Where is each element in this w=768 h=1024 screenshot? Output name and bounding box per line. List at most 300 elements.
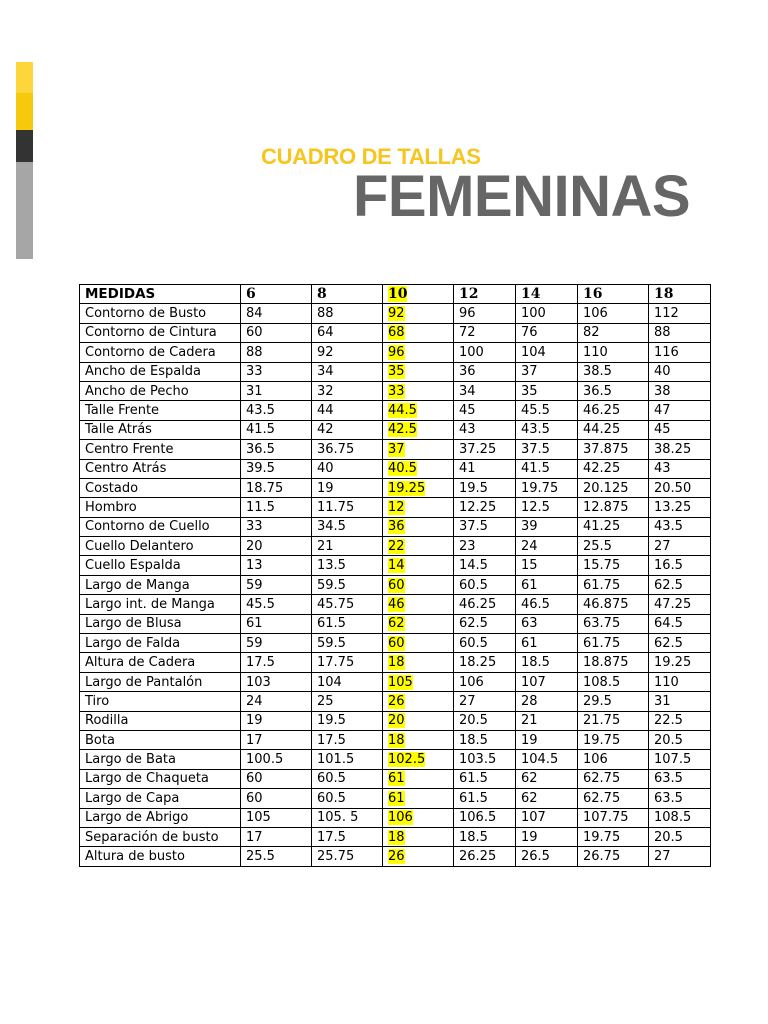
measure-value: 33: [388, 383, 405, 399]
header-text: 14: [521, 285, 541, 302]
tbl_cell: [578, 517, 649, 536]
tbl_row: [80, 401, 711, 420]
tbl_cell: [516, 362, 578, 381]
measure-value: 60.5: [317, 790, 346, 806]
measure-value: 19.5: [459, 480, 488, 496]
measure-value: 18.875: [583, 655, 629, 671]
measure-value: 46.25: [459, 596, 497, 612]
tbl_cell: [649, 362, 711, 381]
tbl_cell: [516, 653, 578, 672]
measure-value: 42.5: [388, 422, 417, 438]
size-chart-table: [79, 284, 711, 867]
tbl_cell: [383, 575, 454, 594]
tbl_cell: [80, 323, 241, 342]
tbl_row: [80, 750, 711, 769]
tbl_cell: [516, 478, 578, 497]
tbl_cell: [241, 537, 312, 556]
tbl_cell: [383, 517, 454, 536]
tbl_cell: [383, 730, 454, 749]
measure-value: 108.5: [583, 674, 621, 690]
measure-value: 20: [246, 538, 263, 554]
measure-value: 72: [459, 325, 476, 341]
tbl_cell: [649, 808, 711, 827]
column-header-size: [383, 285, 454, 304]
tbl_cell: [80, 827, 241, 846]
tbl_cell: [241, 498, 312, 517]
tbl_cell: [383, 323, 454, 342]
measure-value: 46.25: [583, 403, 621, 419]
tbl_cell: [578, 653, 649, 672]
tbl_cell: [383, 789, 454, 808]
measure-value: 45.5: [246, 596, 275, 612]
tbl_cell: [578, 381, 649, 400]
measure-label: Talle Frente: [85, 403, 160, 419]
tbl_cell: [649, 827, 711, 846]
tbl_cell: [649, 672, 711, 691]
header-text: 16: [583, 285, 603, 302]
measure-value: 28: [521, 693, 538, 709]
measure-value: 32: [317, 383, 334, 399]
measure-value: 60.5: [459, 577, 488, 593]
tbl_cell: [383, 692, 454, 711]
measure-value: 34.5: [317, 519, 346, 535]
tbl_cell: [80, 595, 241, 614]
header-text: 12: [459, 285, 479, 302]
tbl_cell: [241, 847, 312, 866]
column-header-size: [312, 285, 383, 304]
tbl_cell: [241, 730, 312, 749]
tbl_row: [80, 304, 711, 323]
tbl_cell: [312, 692, 383, 711]
tbl_cell: [578, 401, 649, 420]
tbl_cell: [516, 595, 578, 614]
tbl_cell: [312, 595, 383, 614]
tbl_cell: [516, 440, 578, 459]
tbl_cell: [454, 672, 516, 691]
measure-value: 41: [459, 461, 476, 477]
tbl_cell: [241, 827, 312, 846]
measure-value: 61: [521, 635, 538, 651]
tbl_cell: [578, 304, 649, 323]
measure-value: 19: [521, 732, 538, 748]
tbl_cell: [312, 498, 383, 517]
tbl_cell: [241, 323, 312, 342]
tbl_cell: [383, 634, 454, 653]
tbl_cell: [516, 827, 578, 846]
tbl_cell: [80, 517, 241, 536]
measure-label: Largo int. de Manga: [85, 596, 215, 612]
measure-value: 105: [246, 810, 271, 826]
measure-value: 25.5: [583, 538, 612, 554]
tbl_cell: [454, 362, 516, 381]
measure-value: 106: [583, 752, 608, 768]
measure-label: Costado: [85, 480, 139, 496]
measure-value: 107: [521, 674, 546, 690]
measure-value: 11.5: [246, 499, 275, 515]
measure-value: 19.75: [583, 732, 621, 748]
measure-value: 92: [317, 344, 334, 360]
tbl_cell: [383, 362, 454, 381]
measure-value: 36: [459, 364, 476, 380]
tbl_cell: [80, 847, 241, 866]
measure-value: 43: [654, 461, 671, 477]
tbl_cell: [80, 653, 241, 672]
tbl_cell: [312, 362, 383, 381]
tbl_cell: [454, 517, 516, 536]
tbl_cell: [312, 808, 383, 827]
measure-value: 60.5: [317, 771, 346, 787]
measure-value: 112: [654, 306, 679, 322]
tbl_cell: [578, 556, 649, 575]
tbl_cell: [516, 634, 578, 653]
measure-value: 43.5: [654, 519, 683, 535]
measure-value: 59.5: [317, 635, 346, 651]
measure-value: 21: [317, 538, 334, 554]
measure-value: 19.25: [388, 480, 426, 496]
measure-value: 31: [246, 383, 263, 399]
column-header-measures: [80, 285, 241, 304]
tbl_cell: [241, 556, 312, 575]
tbl_cell: [516, 730, 578, 749]
measure-value: 61.5: [459, 790, 488, 806]
measure-value: 31: [654, 693, 671, 709]
measure-value: 37.875: [583, 441, 629, 457]
tbl_row: [80, 420, 711, 439]
measure-value: 62: [521, 771, 538, 787]
measure-value: 45.75: [317, 596, 355, 612]
measure-value: 40.5: [388, 461, 417, 477]
measure-value: 46.5: [521, 596, 550, 612]
tbl_cell: [241, 808, 312, 827]
tbl_row: [80, 537, 711, 556]
measure-value: 21: [521, 713, 538, 729]
tbl_cell: [578, 614, 649, 633]
column-header-size: [649, 285, 711, 304]
tbl_cell: [312, 323, 383, 342]
measure-value: 24: [246, 693, 263, 709]
measure-value: 61: [521, 577, 538, 593]
measure-value: 18.5: [521, 655, 550, 671]
measure-value: 47.25: [654, 596, 692, 612]
tbl_cell: [312, 537, 383, 556]
tbl_row: [80, 517, 711, 536]
tbl_cell: [649, 556, 711, 575]
tbl_cell: [516, 420, 578, 439]
measure-value: 12.25: [459, 499, 497, 515]
measure-value: 20: [388, 713, 405, 729]
measure-value: 110: [583, 344, 608, 360]
measure-value: 18: [388, 829, 405, 845]
tbl_cell: [383, 537, 454, 556]
tbl_cell: [383, 711, 454, 730]
measure-value: 27: [654, 849, 671, 865]
tbl_cell: [80, 672, 241, 691]
measure-value: 59.5: [317, 577, 346, 593]
measure-value: 61: [388, 771, 405, 787]
measure-value: 61.75: [583, 635, 621, 651]
tbl_row: [80, 614, 711, 633]
measure-value: 61: [246, 616, 263, 632]
measure-value: 100: [521, 306, 546, 322]
tbl_cell: [241, 789, 312, 808]
tbl_cell: [454, 847, 516, 866]
tbl_cell: [312, 440, 383, 459]
tbl_cell: [383, 381, 454, 400]
tbl_cell: [80, 343, 241, 362]
measure-value: 62.5: [654, 635, 683, 651]
measure-label: Talle Atrás: [85, 422, 152, 438]
tbl_cell: [454, 595, 516, 614]
tbl_cell: [80, 575, 241, 594]
tbl_cell: [649, 789, 711, 808]
measure-value: 62: [388, 616, 405, 632]
tbl_cell: [312, 556, 383, 575]
tbl_cell: [312, 343, 383, 362]
tbl_cell: [312, 730, 383, 749]
tbl_cell: [578, 730, 649, 749]
measure-value: 26.25: [459, 849, 497, 865]
measure-value: 106: [388, 810, 413, 826]
tbl_cell: [241, 440, 312, 459]
tbl_row: [80, 769, 711, 788]
measure-value: 37.5: [521, 441, 550, 457]
tbl_cell: [454, 556, 516, 575]
measure-value: 62: [521, 790, 538, 806]
measure-value: 60.5: [459, 635, 488, 651]
measure-value: 63.5: [654, 771, 683, 787]
accent-bar-dark: [16, 130, 33, 162]
measure-value: 35: [388, 364, 405, 380]
tbl_cell: [312, 711, 383, 730]
tbl_row: [80, 343, 711, 362]
tbl_cell: [241, 711, 312, 730]
tbl_cell: [649, 401, 711, 420]
tbl_cell: [516, 808, 578, 827]
column-header-size: [578, 285, 649, 304]
measure-value: 107.75: [583, 810, 629, 826]
tbl_cell: [80, 381, 241, 400]
measure-value: 61.5: [459, 771, 488, 787]
measure-value: 46: [388, 596, 405, 612]
tbl_cell: [241, 362, 312, 381]
tbl_cell: [241, 750, 312, 769]
tbl_cell: [454, 304, 516, 323]
measure-value: 63.75: [583, 616, 621, 632]
tbl_cell: [454, 401, 516, 420]
tbl_row: [80, 672, 711, 691]
tbl_cell: [578, 440, 649, 459]
tbl_cell: [241, 401, 312, 420]
measure-value: 107.5: [654, 752, 692, 768]
header-text: 8: [317, 285, 327, 302]
measure-value: 41.25: [583, 519, 621, 535]
measure-value: 12: [388, 499, 405, 515]
tbl_cell: [383, 614, 454, 633]
tbl_cell: [312, 304, 383, 323]
tbl_cell: [578, 692, 649, 711]
accent-bar-yellow: [16, 93, 33, 130]
measure-value: 20.50: [654, 480, 692, 496]
measure-value: 104: [521, 344, 546, 360]
measure-value: 17.75: [317, 655, 355, 671]
measure-value: 26: [388, 693, 405, 709]
tbl_cell: [241, 595, 312, 614]
header-text: 6: [246, 285, 256, 302]
measure-value: 60: [388, 577, 405, 593]
tbl_cell: [383, 459, 454, 478]
measure-value: 26.5: [521, 849, 550, 865]
tbl_cell: [578, 362, 649, 381]
measure-value: 19.75: [521, 480, 559, 496]
tbl_cell: [578, 459, 649, 478]
measure-value: 17: [246, 829, 263, 845]
tbl_cell: [454, 634, 516, 653]
measure-value: 88: [317, 306, 334, 322]
tbl_cell: [516, 323, 578, 342]
tbl_cell: [454, 789, 516, 808]
measure-value: 20.5: [459, 713, 488, 729]
measure-value: 33: [246, 364, 263, 380]
tbl_cell: [578, 537, 649, 556]
measure-value: 18.75: [246, 480, 284, 496]
measure-value: 103: [246, 674, 271, 690]
tbl_cell: [241, 517, 312, 536]
measure-label: Contorno de Cadera: [85, 344, 216, 360]
tbl_cell: [383, 827, 454, 846]
tbl_cell: [80, 420, 241, 439]
tbl_cell: [516, 498, 578, 517]
tbl_cell: [454, 478, 516, 497]
measure-value: 43.5: [521, 422, 550, 438]
measure-value: 102.5: [388, 752, 426, 768]
measure-value: 61.75: [583, 577, 621, 593]
measure-value: 64: [317, 325, 334, 341]
tbl_cell: [454, 440, 516, 459]
measure-value: 59: [246, 577, 263, 593]
measure-label: Ancho de Pecho: [85, 383, 189, 399]
measure-label: Largo de Capa: [85, 790, 180, 806]
column-header-size: [241, 285, 312, 304]
tbl_row: [80, 711, 711, 730]
tbl_cell: [383, 653, 454, 672]
measure-label: Separación de busto: [85, 829, 219, 845]
measure-value: 68: [388, 325, 405, 341]
tbl_cell: [241, 381, 312, 400]
tbl_cell: [516, 692, 578, 711]
tbl_cell: [241, 459, 312, 478]
tbl_cell: [578, 575, 649, 594]
tbl_cell: [649, 595, 711, 614]
measure-value: 41.5: [246, 422, 275, 438]
tbl_row: [80, 692, 711, 711]
tbl_cell: [80, 711, 241, 730]
measure-value: 82: [583, 325, 600, 341]
measure-value: 24: [521, 538, 538, 554]
tbl_cell: [241, 653, 312, 672]
tbl_cell: [516, 556, 578, 575]
measure-value: 25: [317, 693, 334, 709]
tbl_row: [80, 827, 711, 846]
measure-value: 19.75: [583, 829, 621, 845]
measure-value: 96: [388, 344, 405, 360]
measure-value: 37.5: [459, 519, 488, 535]
measure-label: Rodilla: [85, 713, 129, 729]
tbl_cell: [241, 478, 312, 497]
tbl_row: [80, 847, 711, 866]
measure-value: 103.5: [459, 752, 497, 768]
tbl_cell: [241, 769, 312, 788]
tbl_cell: [578, 672, 649, 691]
measure-value: 13.25: [654, 499, 692, 515]
measure-value: 64.5: [654, 616, 683, 632]
measure-label: Largo de Bata: [85, 752, 176, 768]
tbl_cell: [80, 614, 241, 633]
tbl_cell: [383, 672, 454, 691]
tbl_cell: [80, 440, 241, 459]
measure-value: 13.5: [317, 558, 346, 574]
tbl_cell: [312, 750, 383, 769]
tbl_cell: [516, 343, 578, 362]
tbl_cell: [649, 420, 711, 439]
tbl_cell: [80, 769, 241, 788]
tbl_cell: [312, 401, 383, 420]
measure-value: 105: [388, 674, 413, 690]
measure-value: 16.5: [654, 558, 683, 574]
tbl_cell: [578, 711, 649, 730]
tbl_cell: [241, 304, 312, 323]
measure-value: 25.5: [246, 849, 275, 865]
measure-value: 18: [388, 732, 405, 748]
tbl_row: [80, 789, 711, 808]
measure-value: 40: [654, 364, 671, 380]
tbl_cell: [649, 692, 711, 711]
tbl_cell: [454, 420, 516, 439]
measure-value: 106.5: [459, 810, 497, 826]
tbl_cell: [649, 847, 711, 866]
accent-bar-light-yellow: [16, 62, 33, 93]
tbl_row: [80, 362, 711, 381]
tbl_cell: [312, 672, 383, 691]
column-header-size: [516, 285, 578, 304]
measure-value: 36.75: [317, 441, 355, 457]
tbl_cell: [516, 381, 578, 400]
tbl_cell: [649, 459, 711, 478]
tbl_cell: [80, 789, 241, 808]
tbl_cell: [454, 459, 516, 478]
measure-value: 62.75: [583, 771, 621, 787]
tbl_cell: [578, 498, 649, 517]
measure-value: 62.5: [459, 616, 488, 632]
tbl_cell: [454, 323, 516, 342]
measure-value: 84: [246, 306, 263, 322]
table-body: [80, 304, 711, 866]
tbl_cell: [454, 730, 516, 749]
measure-value: 43: [459, 422, 476, 438]
measure-label: Ancho de Espalda: [85, 364, 202, 380]
tbl_cell: [454, 537, 516, 556]
tbl_cell: [80, 498, 241, 517]
measure-value: 76: [521, 325, 538, 341]
tbl_cell: [241, 692, 312, 711]
measure-value: 110: [654, 674, 679, 690]
measure-value: 34: [459, 383, 476, 399]
tbl_row: [80, 595, 711, 614]
measure-value: 17.5: [317, 829, 346, 845]
measure-value: 63: [521, 616, 538, 632]
tbl_cell: [649, 323, 711, 342]
tbl_cell: [578, 595, 649, 614]
measure-label: Largo de Abrigo: [85, 810, 189, 826]
